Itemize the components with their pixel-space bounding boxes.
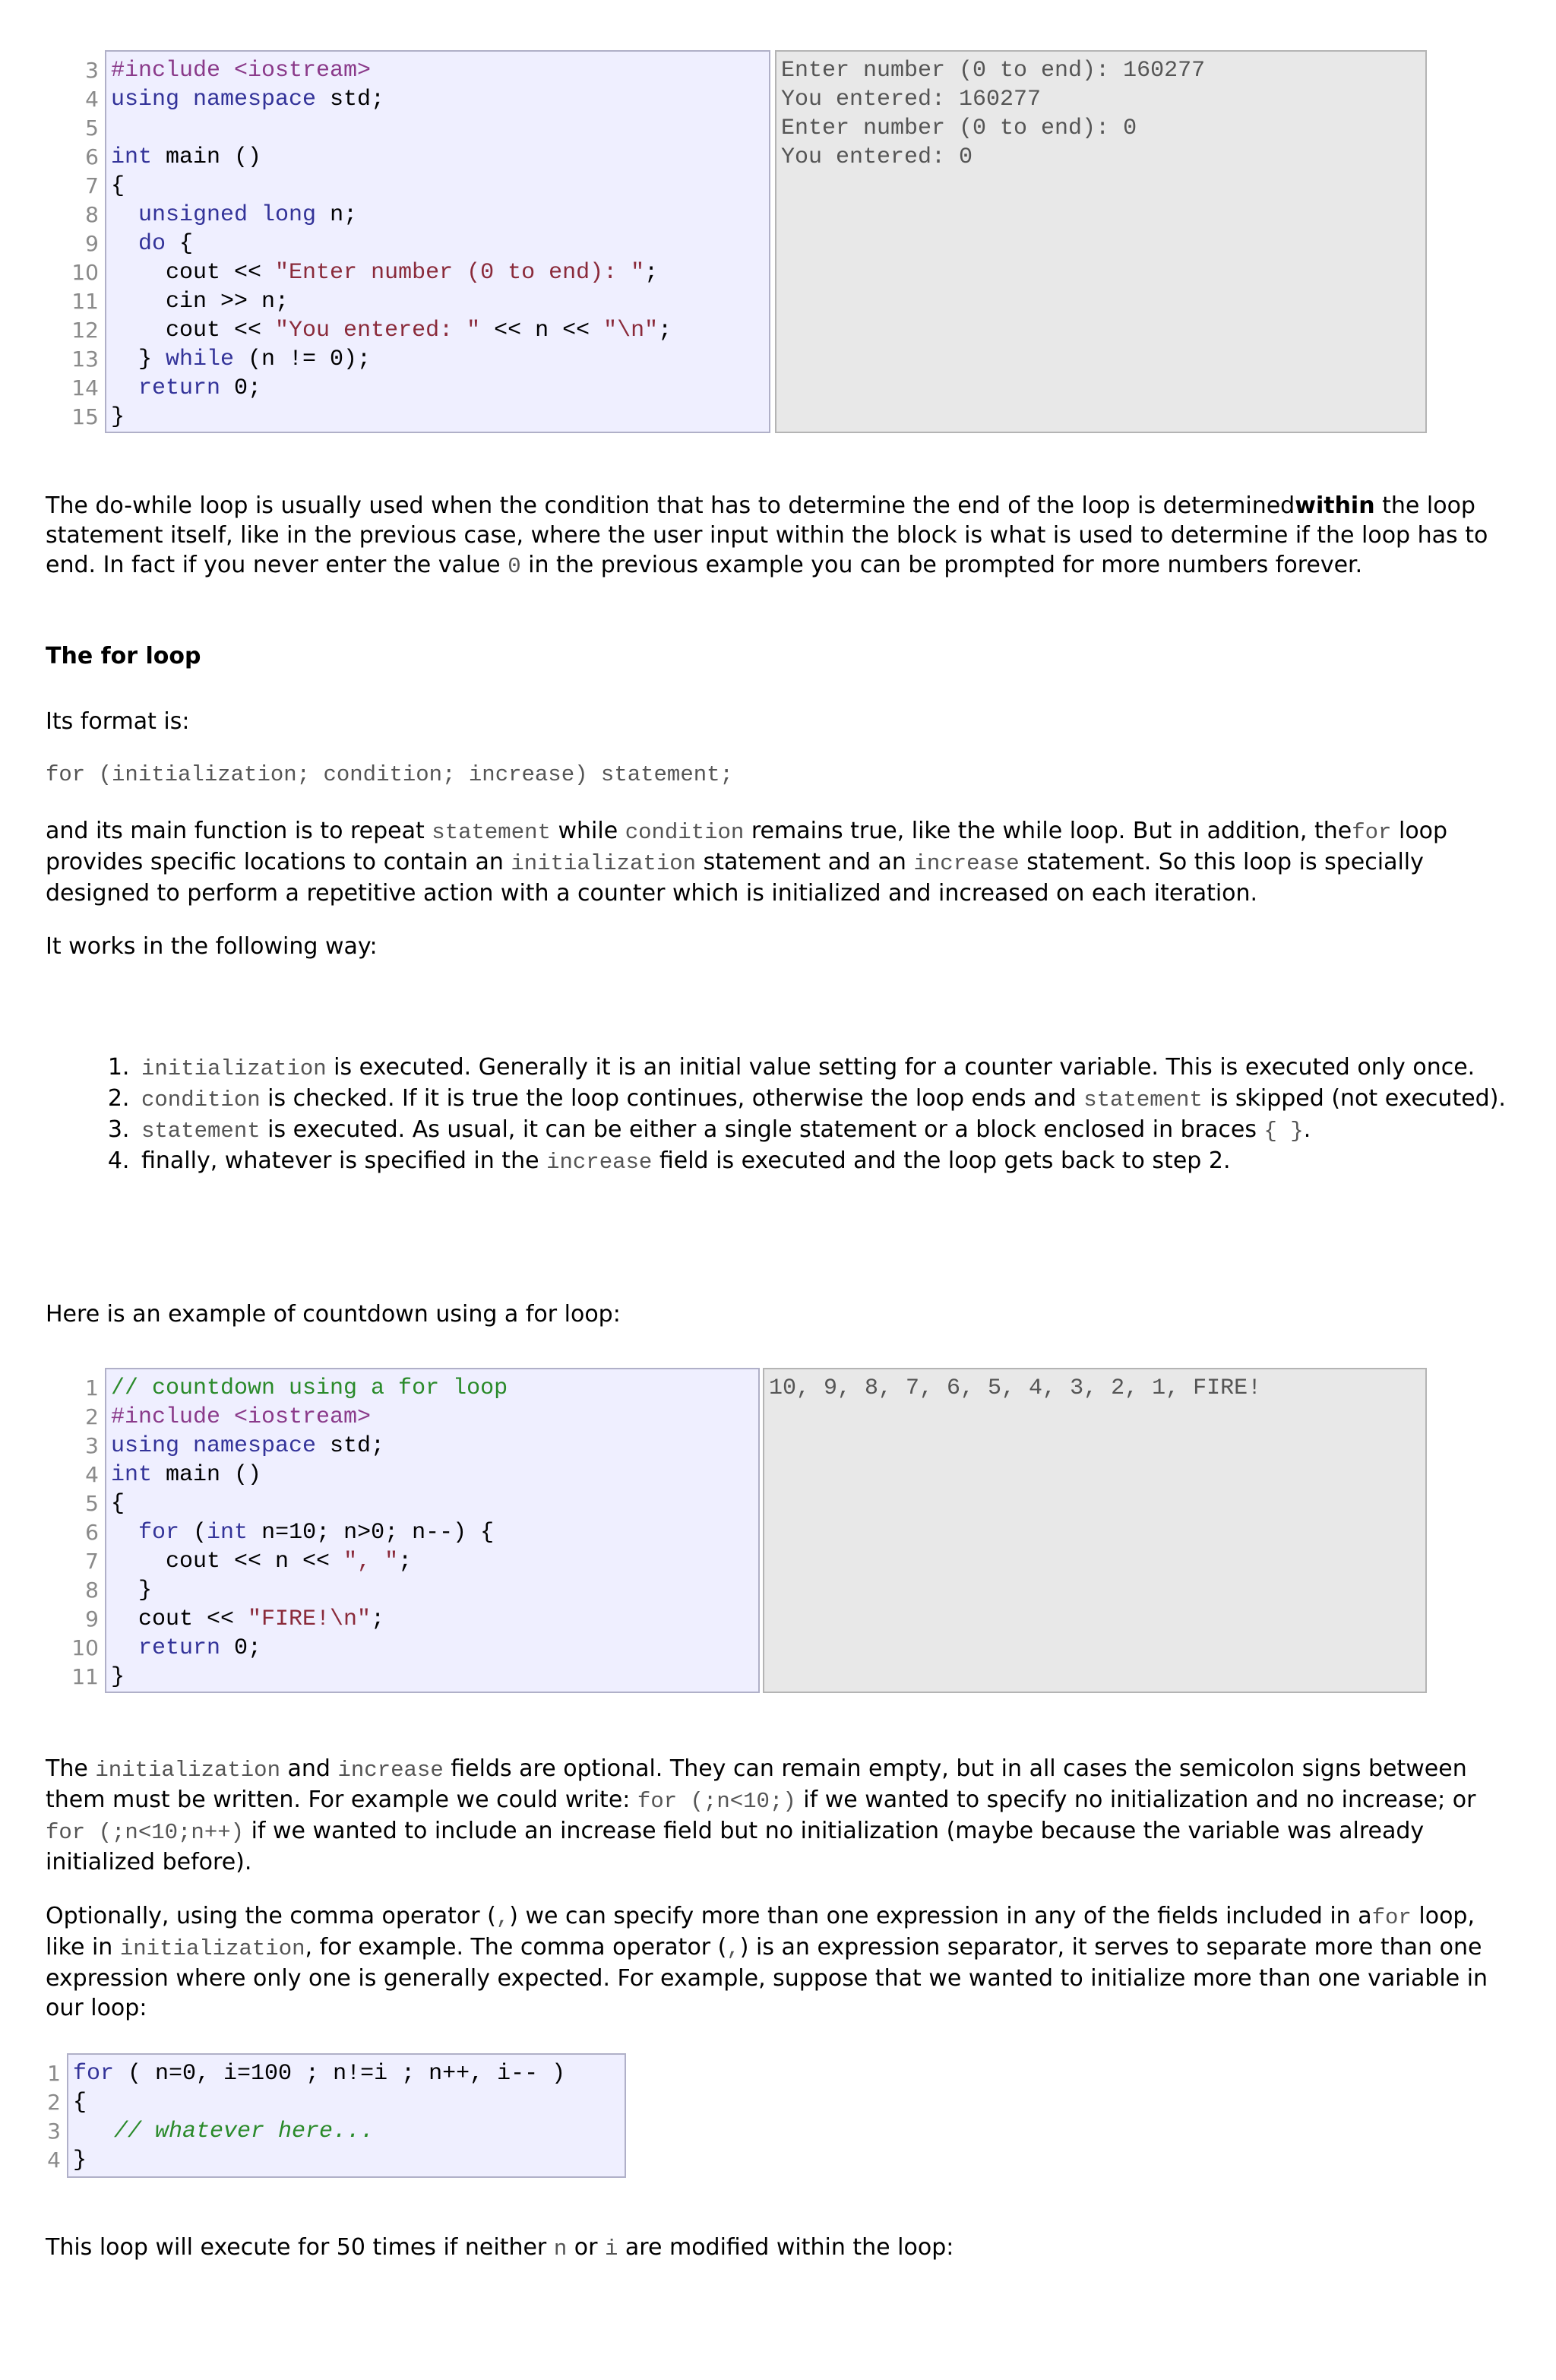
code-line: } xyxy=(111,404,125,430)
line-number: 8 xyxy=(85,1578,99,1603)
line-number: 14 xyxy=(71,375,99,400)
format-code: for (initialization; condition; increase) statement; xyxy=(46,762,733,787)
code-line: cout << "You entered: " << n << "\n"; xyxy=(111,318,672,343)
list-item: 2. condition is checked. If it is true the loop continues, otherwise the loop ends and statement is skipped (not executed). xyxy=(137,1084,1556,1115)
paragraph-fifty-times: This loop will execute for 50 times if neither n or i are modified within the loop: xyxy=(46,2234,954,2261)
output-block-countdown xyxy=(763,1368,1427,1693)
output-line: Enter number (0 to end): 160277 xyxy=(781,58,1206,84)
code-line: cout << "FIRE!\n"; xyxy=(111,1606,385,1632)
line-number: 13 xyxy=(71,347,99,372)
paragraph-main-function: and its main function is to repeat statement while condition remains true, like the while loop. But in addition, thefor loop provides specific locations to contain an initialization statement and an increase statement. So this loop is specially designed to perform a repetitive action with a counter which is initialized and increased on each iteration. xyxy=(46,818,1448,907)
code-line: int main () xyxy=(111,1462,262,1488)
code-line: using namespace std; xyxy=(111,1433,385,1459)
line-number: 5 xyxy=(85,1491,99,1516)
code-line: return 0; xyxy=(138,1635,262,1661)
code-line: for (int n=10; n>0; n--) { xyxy=(138,1520,495,1546)
output-line: 10, 9, 8, 7, 6, 5, 4, 3, 2, 1, FIRE! xyxy=(769,1375,1262,1401)
output-line: You entered: 160277 xyxy=(781,87,1042,112)
code-line: // countdown using a for loop xyxy=(111,1375,508,1401)
code-line: cout << "Enter number (0 to end): "; xyxy=(111,260,659,286)
list-item: 4. finally, whatever is specified in the increase field is executed and the loop gets back to step 2. xyxy=(137,1146,1556,1177)
line-number: 7 xyxy=(85,173,99,198)
line-number: 9 xyxy=(85,231,99,256)
line-number: 5 xyxy=(85,116,99,141)
line-number: 9 xyxy=(85,1606,99,1632)
code-line: cin >> n; xyxy=(111,289,289,315)
code-line: unsigned long n; xyxy=(138,202,358,228)
line-number: 10 xyxy=(71,260,99,285)
list-item: 1. initialization is executed. Generally it is an initial value setting for a counter variable. This is executed only once. xyxy=(137,1052,1556,1084)
line-number: 12 xyxy=(71,318,99,343)
line-number: 2 xyxy=(85,1404,99,1429)
line-number: 6 xyxy=(85,1520,99,1545)
output-block-do-while xyxy=(775,50,1427,433)
code-block-comma xyxy=(67,2053,626,2178)
heading-for-loop: The for loop xyxy=(46,643,201,669)
code-line: { xyxy=(111,1491,125,1517)
code-line: do { xyxy=(138,231,194,257)
code-line: for ( n=0, i=100 ; n!=i ; n++, i-- ) xyxy=(73,2061,566,2087)
line-number: 4 xyxy=(85,87,99,112)
code-line: using namespace std; xyxy=(111,87,385,112)
code-line: } xyxy=(73,2147,87,2173)
output-line: Enter number (0 to end): 0 xyxy=(781,116,1137,141)
example-label: Here is an example of countdown using a for loop: xyxy=(46,1301,621,1328)
line-number: 7 xyxy=(85,1549,99,1574)
list-item: 3. statement is executed. As usual, it can be either a single statement or a block enclosed in braces { }. xyxy=(137,1115,1556,1146)
code-line: } xyxy=(111,1664,125,1690)
code-line: { xyxy=(73,2090,87,2116)
output-line: You entered: 0 xyxy=(781,144,973,170)
works-label: It works in the following way: xyxy=(46,933,378,960)
code-line: } xyxy=(111,1578,153,1603)
line-number: 15 xyxy=(71,404,99,429)
code-line: // whatever here... xyxy=(114,2119,375,2144)
line-number: 3 xyxy=(85,58,99,83)
code-line: } while (n != 0); xyxy=(111,347,372,372)
line-number: 6 xyxy=(85,144,99,169)
line-number: 10 xyxy=(71,1635,99,1660)
line-number: 4 xyxy=(47,2147,61,2173)
line-number: 11 xyxy=(71,1664,99,1689)
code-line: return 0; xyxy=(138,375,262,401)
code-line: cout << n << ", "; xyxy=(111,1549,413,1575)
paragraph-do-while: The do-while loop is usually used when the condition that has to determine the end of the loop is determinedwithin the loop statement itself, like in the previous case, where the user input within the block is what is used to determine if the loop has to end. In fact if you never enter the value 0 in the previous example you can be prompted for more numbers forever. xyxy=(46,492,1488,579)
code-block-do-while xyxy=(105,50,770,433)
line-number: 3 xyxy=(47,2119,61,2144)
code-line xyxy=(106,114,769,143)
line-number: 8 xyxy=(85,202,99,227)
code-line: #include <iostream> xyxy=(111,58,372,84)
line-number: 4 xyxy=(85,1462,99,1487)
line-number: 1 xyxy=(47,2061,61,2086)
line-number: 11 xyxy=(71,289,99,314)
line-number: 3 xyxy=(85,1433,99,1458)
code-block-countdown xyxy=(105,1368,760,1693)
code-line: int main () xyxy=(111,144,262,170)
code-line: { xyxy=(111,173,125,199)
paragraph-optional-fields: The initialization and increase fields are optional. They can remain empty, but in all cases the semicolon signs between them must be written. For example we could write: for (;n<10;) if we wanted to specify no initialization and no increase; or for (;n<10;n++) if we wanted to include an increase field but no initialization (maybe because the variable was already initialized before). xyxy=(46,1755,1476,1875)
line-number: 2 xyxy=(47,2090,61,2115)
code-line: #include <iostream> xyxy=(111,1404,372,1430)
format-label: Its format is: xyxy=(46,708,190,735)
line-number: 1 xyxy=(85,1375,99,1400)
paragraph-comma-operator: Optionally, using the comma operator (,) we can specify more than one expression in any of the fields included in afor loop, like in initialization, for example. The comma operator (,) is an expression separator, it serves to separate more than one expression where only one is generally expected. For example, suppose that we wanted to initialize more than one variable in our loop: xyxy=(46,1903,1488,2021)
steps-list xyxy=(46,1052,1556,1177)
